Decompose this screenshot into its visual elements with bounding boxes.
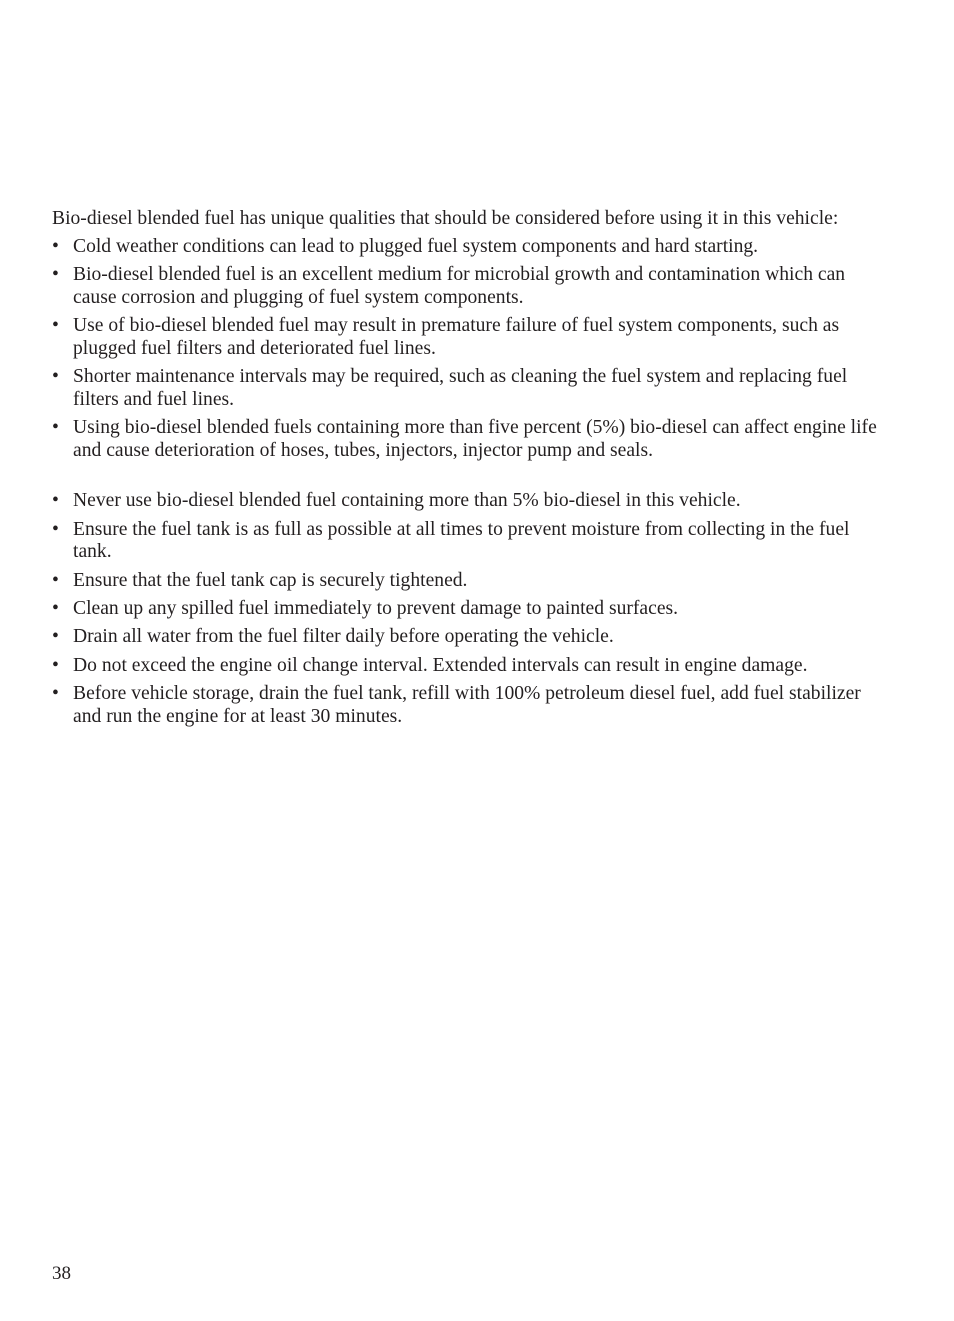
bullet-icon: • <box>52 683 59 705</box>
list-item <box>52 366 882 411</box>
list-item <box>52 490 882 513</box>
list-item-text: Before vehicle storage, drain the fuel tank, refill with 100% petroleum diesel fuel, add fuel stabilizer and run the engine for at least 30 minutes. <box>73 683 861 727</box>
list-item-text: Never use bio-diesel blended fuel containing more than 5% bio-diesel in this vehicle. <box>73 490 741 512</box>
list-item-text: Ensure the fuel tank is as full as possible at all times to prevent moisture from collecting in the fuel tank. <box>73 518 850 563</box>
list-item <box>52 655 882 678</box>
bullet-icon: • <box>52 490 59 512</box>
list-item <box>52 519 882 564</box>
page-content <box>52 208 882 734</box>
intro-paragraph: Bio-diesel blended fuel has unique qualities that should be considered before using it in this vehicle: <box>52 208 839 229</box>
list-item-text: Use of bio-diesel blended fuel may result in premature failure of fuel system components, such as plugged fuel filters and deteriorated fuel lines. <box>73 314 840 359</box>
bullet-icon: • <box>52 365 59 387</box>
list-item <box>52 570 882 593</box>
list-item <box>52 683 882 728</box>
list-item-text: Ensure that the fuel tank cap is securely tightened. <box>73 569 468 591</box>
list-item <box>52 315 882 360</box>
bullet-icon: • <box>52 235 59 257</box>
precautions-list <box>52 490 882 728</box>
list-item-text: Clean up any spilled fuel immediately to prevent damage to painted surfaces. <box>73 597 679 619</box>
list-item <box>52 598 882 621</box>
list-item-text: Using bio-diesel blended fuels containing more than five percent (5%) bio-diesel can affect engine life and cause deterioration of hoses, tubes, injectors, injector pump and seals. <box>73 416 877 461</box>
page-number: 38 <box>52 1263 71 1284</box>
list-item <box>52 417 882 462</box>
bullet-icon: • <box>52 654 59 676</box>
bullet-icon: • <box>52 416 59 438</box>
bullet-icon: • <box>52 314 59 336</box>
considerations-list <box>52 236 882 463</box>
list-item-text: Cold weather conditions can lead to plugged fuel system components and hard starting. <box>73 235 759 257</box>
bullet-icon: • <box>52 518 59 540</box>
bullet-icon: • <box>52 626 59 648</box>
list-item-text: Do not exceed the engine oil change interval. Extended intervals can result in engine damage. <box>73 654 808 676</box>
list-item-text: Shorter maintenance intervals may be required, such as cleaning the fuel system and replacing fuel filters and fuel lines. <box>73 365 848 410</box>
list-item <box>52 236 882 259</box>
list-item <box>52 626 882 649</box>
list-item <box>52 264 882 309</box>
bullet-icon: • <box>52 569 59 591</box>
bullet-icon: • <box>52 597 59 619</box>
list-item-text: Bio-diesel blended fuel is an excellent medium for microbial growth and contamination which can cause corrosion and plugging of fuel system components. <box>73 263 846 308</box>
bullet-icon: • <box>52 263 59 285</box>
list-item-text: Drain all water from the fuel filter daily before operating the vehicle. <box>73 626 614 648</box>
